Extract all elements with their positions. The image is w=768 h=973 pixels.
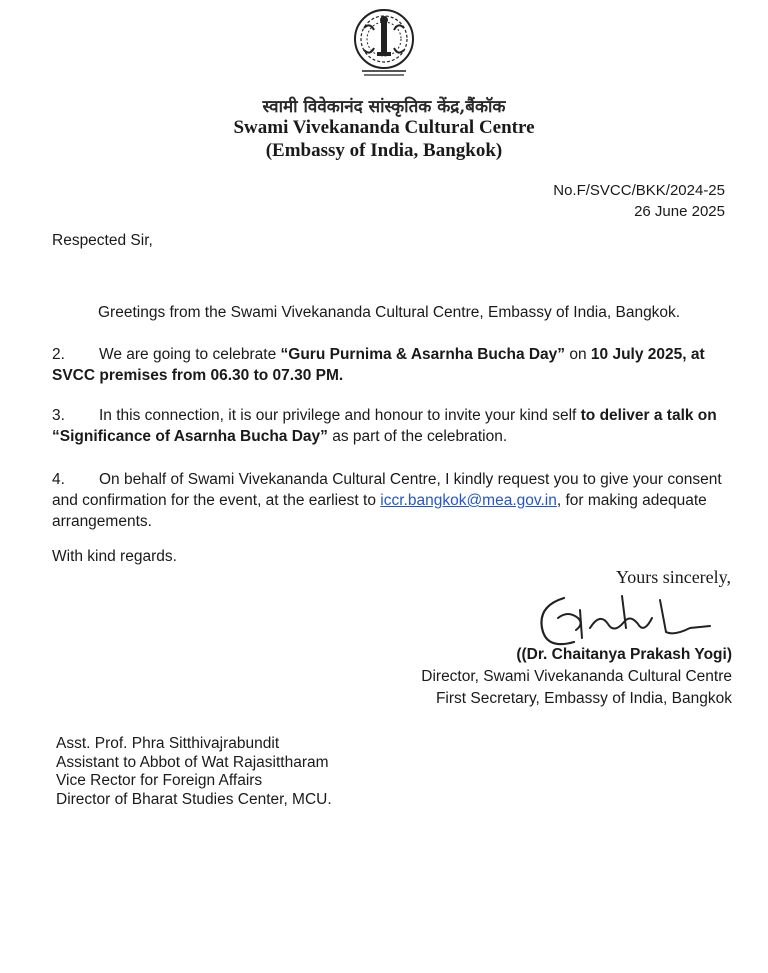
- talk-topic: to deliver a talk on “Significance of Asarnha Bucha Day”: [52, 407, 717, 445]
- recipient-address: [56, 735, 332, 809]
- recipient-line-2: Assistant to Abbot of Wat Rajasittharam: [56, 753, 329, 771]
- header-org-name: Swami Vivekananda Cultural Centre: [233, 117, 535, 138]
- reference-number: No.F/SVCC/BKK/2024-25: [553, 182, 725, 199]
- paragraph-4-number: 4.: [52, 471, 65, 488]
- paragraph-1: Greetings from the Swami Vivekananda Cultural Centre, Embassy of India, Bangkok.: [98, 304, 681, 321]
- paragraph-3: 3. In this connection, it is our privilege and honour to invite your kind self to deliver a talk on “Significance of Asarnha Bucha Day” as part of the celebration.: [52, 407, 717, 445]
- reference-block: [553, 180, 725, 222]
- closing: Yours sincerely,: [616, 567, 731, 587]
- recipient-line-3: Vice Rector for Foreign Affairs: [56, 772, 263, 789]
- email-link[interactable]: iccr.bangkok@mea.gov.in: [380, 492, 557, 509]
- recipient-line-1: Asst. Prof. Phra Sitthivajrabundit: [56, 735, 280, 752]
- event-datetime: 10 July 2025, at SVCC premises from 06.30 to 07.30 PM.: [52, 346, 705, 384]
- salutation: Respected Sir,: [52, 232, 153, 249]
- event-name: “Guru Purnima & Asarnha Bucha Day”: [280, 346, 566, 363]
- iccr-emblem-icon: [350, 8, 418, 78]
- paragraph-2: 2. We are going to celebrate “Guru Purnima & Asarnha Bucha Day” on 10 July 2025, at SVCC premises from 06.30 to 07.30 PM.: [52, 346, 705, 384]
- signer-title-2: First Secretary, Embassy of India, Bangkok: [435, 690, 732, 707]
- paragraph-4: 4. On behalf of Swami Vivekananda Cultural Centre, I kindly request you to give your consent and confirmation for the event, at the earliest to iccr.bangkok@mea.gov.in, for making adequate arrangements.: [52, 471, 722, 530]
- recipient-line-4: Director of Bharat Studies Center, MCU.: [56, 790, 332, 808]
- signer-block: [421, 644, 732, 710]
- regards: With kind regards.: [52, 548, 177, 565]
- letter-date: 26 June 2025: [634, 203, 725, 220]
- header-embassy: (Embassy of India, Bangkok): [265, 140, 503, 161]
- header-hindi-title: स्वामी विवेकानंद सांस्कृतिक केंद्र,बैंकॉक: [262, 97, 506, 117]
- paragraph-2-number: 2.: [52, 346, 65, 363]
- paragraph-3-number: 3.: [52, 407, 65, 424]
- signer-name: ((Dr. Chaitanya Prakash Yogi): [516, 646, 732, 663]
- signer-title-1: Director, Swami Vivekananda Cultural Centre: [421, 668, 732, 685]
